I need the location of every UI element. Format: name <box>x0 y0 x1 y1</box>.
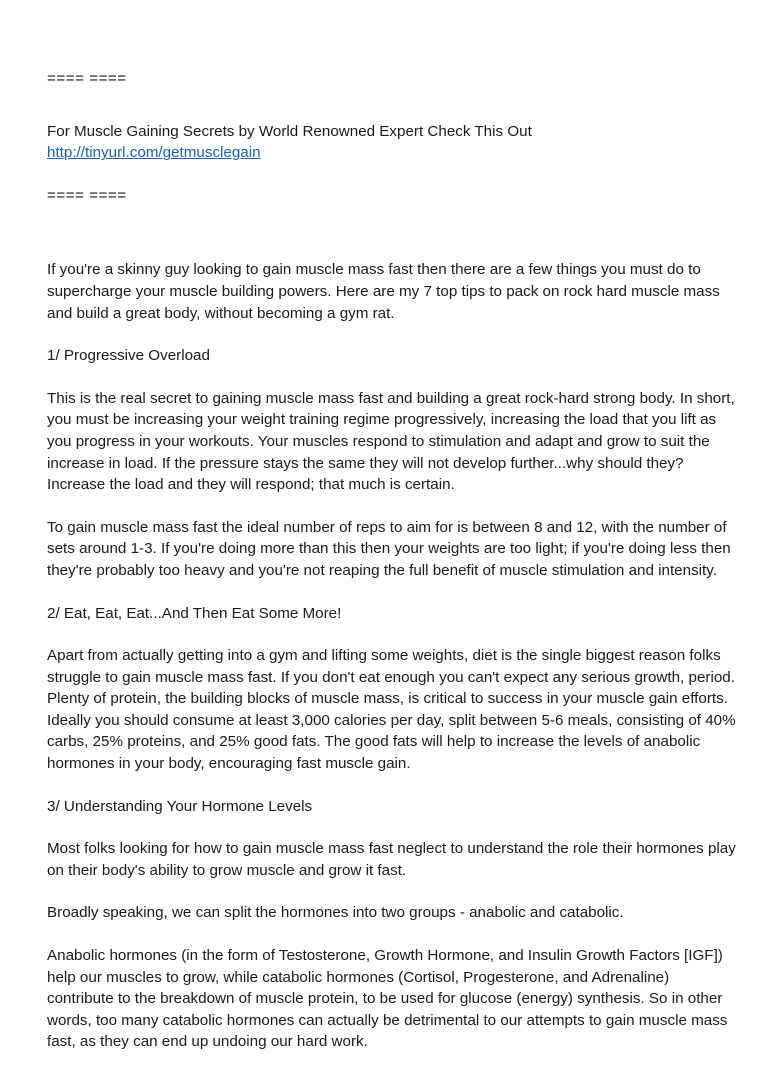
paragraph: Broadly speaking, we can split the hormones into two groups - anabolic and catabolic. <box>47 904 624 922</box>
promo-link[interactable]: http://tinyurl.com/getmusclegain <box>47 144 261 162</box>
section-heading: 1/ Progressive Overload <box>47 347 210 365</box>
intro-paragraph: If you're a skinny guy looking to gain muscle mass fast then there are a few things you must do to supercharge your muscle building powers. Here are my 7 top tips to pack on rock hard muscle mass and build a great body, without becoming a gym rat. <box>47 261 720 322</box>
paragraph: Most folks looking for how to gain muscle mass fast neglect to understand the role their hormones play on their body's ability to grow muscle and grow it fast. <box>47 840 736 879</box>
paragraph: To gain muscle mass fast the ideal number of reps to aim for is between 8 and 12, with the number of sets around 1-3. If you're doing more than this then your weights are too light; if you're doing less then they're probably too heavy and you're not reaping the full benefit of muscle stimulation and intensity. <box>47 518 731 579</box>
paragraph: Anabolic hormones (in the form of Testosterone, Growth Hormone, and Insulin Growth Factors [IGF]) help our muscles to grow, while catabolic hormones (Cortisol, Progesterone, and Adrenaline) contribute to the breakdown of muscle protein, to be used for glucose (energy) synthesis. So in other words, too many catabolic hormones can actually be detrimental to our attempts to gain muscle mass fast, as they can end up undoing our hard work. <box>47 947 728 1051</box>
document-page <box>47 68 737 1053</box>
separator-bottom: ==== ==== <box>47 186 127 204</box>
section-heading: 3/ Understanding Your Hormone Levels <box>47 797 313 815</box>
paragraph: Apart from actually getting into a gym and lifting some weights, diet is the single biggest reason folks struggle to gain muscle mass fast. If you don't eat enough you can't expect any serious growth, period. Plenty of protein, the building blocks of muscle mass, is critical to success in your muscle gain efforts. Ideally you should consume at least 3,000 calories per day, split between 5-6 meals, consisting of 40% carbs, 25% proteins, and 25% good fats. The good fats will help to increase the levels of anabolic hormones in your body, encouraging fast muscle gain. <box>47 647 736 773</box>
paragraph: This is the real secret to gaining muscle mass fast and building a great rock-hard strong body. In short, you must be increasing your weight training regime progressively, increasing the load that you lift as you progress in your workouts. Your muscles respond to stimulation and adapt and grow to suit the increase in load. If the pressure stays the same they will not develop further...why should they? Increase the load and they will respond; that much is certain. <box>47 389 735 494</box>
promo-line: For Muscle Gaining Secrets by World Renowned Expert Check This Out <box>47 122 532 140</box>
section-heading: 2/ Eat, Eat, Eat...And Then Eat Some More! <box>47 604 342 622</box>
separator-top: ==== ==== <box>47 70 127 87</box>
